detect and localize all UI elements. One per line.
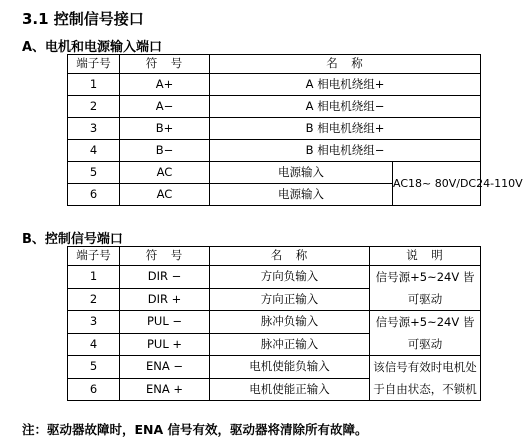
terminal-no: 1 xyxy=(68,266,120,289)
signal-name: 方向正输入 xyxy=(210,288,370,311)
port-name: A 相电机绕组+ xyxy=(210,74,481,96)
symbol: PUL − xyxy=(120,311,210,334)
symbol: B− xyxy=(120,140,210,162)
table-row xyxy=(68,118,481,140)
table-row xyxy=(68,311,481,334)
signal-description: 信号源+5~24V 皆可驱动 xyxy=(370,311,481,356)
terminal-no: 2 xyxy=(68,96,120,118)
terminal-no: 3 xyxy=(68,118,120,140)
table-row xyxy=(68,266,481,289)
section-title: 3.1 控制信号接口 xyxy=(22,10,144,28)
motor-power-ports-table xyxy=(67,54,523,206)
symbol: A+ xyxy=(120,74,210,96)
control-signal-ports-table xyxy=(67,246,481,401)
terminal-no: 4 xyxy=(68,333,120,356)
symbol: B+ xyxy=(120,118,210,140)
terminal-no: 6 xyxy=(68,184,120,206)
header-terminal-no: 端子号 xyxy=(68,55,120,74)
table-header-row xyxy=(68,55,481,74)
port-name: B 相电机绕组− xyxy=(210,140,481,162)
header-description: 说 明 xyxy=(370,247,481,266)
header-name: 名 称 xyxy=(210,55,481,74)
terminal-no: 4 xyxy=(68,140,120,162)
symbol: DIR + xyxy=(120,288,210,311)
signal-description: 该信号有效时电机处于自由状态，不锁机 xyxy=(370,356,481,401)
table-row xyxy=(68,356,481,379)
signal-name: 方向负输入 xyxy=(210,266,370,289)
port-name: 电源输入 xyxy=(210,184,393,206)
symbol: ENA − xyxy=(120,356,210,379)
port-name: 电源输入 xyxy=(210,162,393,184)
heading-control-signal-ports: B、控制信号端口 xyxy=(22,232,123,247)
terminal-no: 5 xyxy=(68,162,120,184)
table-row xyxy=(68,74,481,96)
terminal-no: 6 xyxy=(68,378,120,401)
table-row xyxy=(68,140,481,162)
symbol: AC xyxy=(120,162,210,184)
symbol: DIR − xyxy=(120,266,210,289)
port-name: B 相电机绕组+ xyxy=(210,118,481,140)
header-symbol: 符 号 xyxy=(120,247,210,266)
symbol: AC xyxy=(120,184,210,206)
header-symbol: 符 号 xyxy=(120,55,210,74)
voltage-range: AC18~ 80V/DC24-110V xyxy=(393,162,481,206)
signal-name: 电机使能负输入 xyxy=(210,356,370,379)
table-row xyxy=(68,162,481,184)
terminal-no: 5 xyxy=(68,356,120,379)
fault-footnote: 注：驱动器故障时，ENA 信号有效，驱动器将清除所有故障。 xyxy=(22,422,368,437)
heading-motor-power-ports: A、电机和电源输入端口 xyxy=(22,40,163,55)
table-row xyxy=(68,96,481,118)
symbol: A− xyxy=(120,96,210,118)
port-name: A 相电机绕组− xyxy=(210,96,481,118)
signal-name: 脉冲正输入 xyxy=(210,333,370,356)
header-name: 名 称 xyxy=(210,247,370,266)
signal-description: 信号源+5~24V 皆可驱动 xyxy=(370,266,481,311)
header-terminal-no: 端子号 xyxy=(68,247,120,266)
terminal-no: 1 xyxy=(68,74,120,96)
terminal-no: 2 xyxy=(68,288,120,311)
signal-name: 电机使能正输入 xyxy=(210,378,370,401)
table-header-row xyxy=(68,247,481,266)
terminal-no: 3 xyxy=(68,311,120,334)
symbol: PUL + xyxy=(120,333,210,356)
symbol: ENA + xyxy=(120,378,210,401)
signal-name: 脉冲负输入 xyxy=(210,311,370,334)
